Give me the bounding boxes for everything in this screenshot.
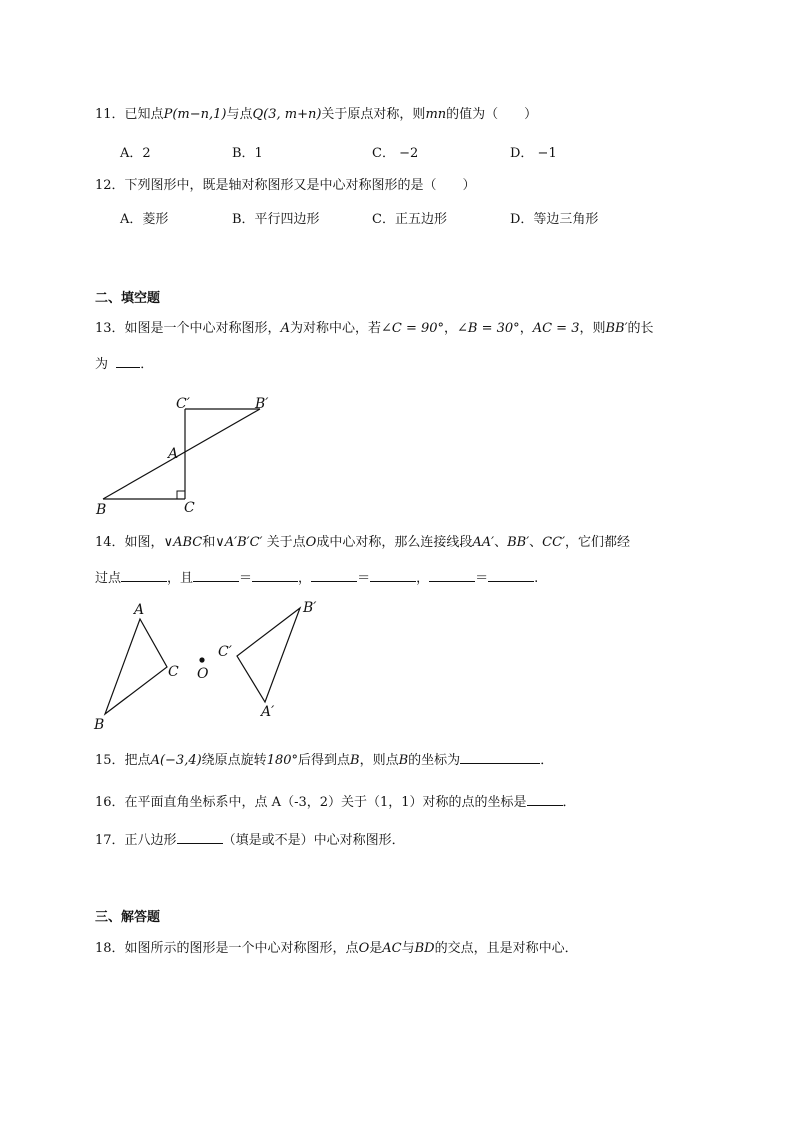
q12-option-d[interactable]: D．等边三角形 — [510, 212, 599, 227]
q13-label-cprime: C′ — [176, 396, 190, 412]
q13-label-b: B — [96, 502, 107, 518]
q13-number: 13． — [95, 321, 125, 336]
q14-blank-6[interactable] — [488, 569, 534, 582]
q14-label-o: O — [197, 666, 209, 682]
q14-label-bprime: B′ — [303, 600, 317, 616]
q13-segment-b-bprime — [103, 409, 260, 499]
q16-answer-blank[interactable] — [527, 793, 563, 806]
q11-option-d[interactable]: D． −1 — [510, 146, 557, 161]
q16-stem: 16．在平面直角坐标系中，点 A（-3，2）关于（1，1）对称的点的坐标是 ． — [95, 795, 576, 810]
q14-stem: 14．如图，∨ABC和∨A′B′C′ 关于点O成中心对称，那么连接线段AA′、BB′、CC′，它们都经 — [95, 535, 631, 550]
q14-blank-4[interactable] — [370, 569, 416, 582]
q17-stem: 17．正八边形 （填是或不是）中心对称图形． — [95, 833, 405, 848]
q15-number: 15． — [95, 753, 125, 768]
q13-figure — [90, 390, 290, 520]
q14-center-point-o — [199, 657, 204, 662]
q17-answer-blank[interactable] — [177, 831, 223, 844]
q14-blank-3[interactable] — [311, 569, 357, 582]
q12-stem: 12．下列图形中，既是轴对称图形又是中心对称图形的是（ ） — [95, 178, 476, 193]
section-heading-answer: 三、解答题 — [95, 910, 161, 925]
q15-answer-blank[interactable] — [460, 751, 540, 764]
q14-triangle-abc-prime — [237, 608, 300, 702]
q12-option-a[interactable]: A．菱形 — [120, 212, 169, 227]
q14-blank-2[interactable] — [252, 569, 298, 582]
q13-right-angle-mark — [177, 491, 185, 499]
q14-blank-point[interactable] — [121, 569, 167, 582]
q14-figure — [90, 598, 330, 738]
q13-stem: 13．如图是一个中心对称图形，A为对称中心，若∠C = 90°，∠B = 30°，AC = 3，则BB′的长 — [95, 321, 654, 336]
q14-label-b: B — [94, 717, 105, 733]
q18-number: 18． — [95, 941, 125, 956]
q14-triangle-abc — [105, 619, 167, 714]
q14-label-cprime: C′ — [218, 644, 232, 660]
q12-option-b[interactable]: B．平行四边形 — [232, 212, 320, 227]
q13-answer-blank[interactable] — [116, 355, 140, 368]
q14-stem-line2: 过点 ，且 ＝ ， ＝ ， ＝ . — [95, 571, 539, 586]
q17-number: 17． — [95, 833, 125, 848]
q13-label-bprime: B′ — [255, 396, 269, 412]
q18-stem: 18．如图所示的图形是一个中心对称图形，点O是AC与BD的交点，且是对称中心． — [95, 941, 578, 956]
q15-stem: 15．把点A(−3,4)绕原点旋转180°后得到点B，则点B的坐标为 ． — [95, 753, 554, 768]
q14-label-a: A — [134, 602, 145, 618]
q16-number: 16． — [95, 795, 125, 810]
q14-blank-1[interactable] — [193, 569, 239, 582]
q13-stem-line2: 为 ． — [95, 357, 154, 372]
q14-blank-5[interactable] — [429, 569, 475, 582]
q13-label-c: C — [184, 500, 195, 516]
q14-label-aprime: A′ — [261, 704, 275, 720]
q14-number: 14． — [95, 535, 125, 550]
q13-label-a: A — [168, 446, 179, 462]
q12-number: 12． — [95, 178, 125, 193]
q11-option-b[interactable]: B．1 — [232, 146, 263, 161]
q11-option-c[interactable]: C． −2 — [372, 146, 419, 161]
q14-label-c: C — [168, 664, 179, 680]
q11-number: 11． — [95, 107, 125, 122]
section-heading-fill-in: 二、填空题 — [95, 291, 161, 306]
q11-stem: 11．已知点P(m−n,1)与点Q(3, m+n)关于原点对称，则mn的值为（ ） — [95, 107, 538, 122]
q12-option-c[interactable]: C．正五边形 — [372, 212, 447, 227]
q11-option-a[interactable]: A．2 — [120, 146, 151, 161]
